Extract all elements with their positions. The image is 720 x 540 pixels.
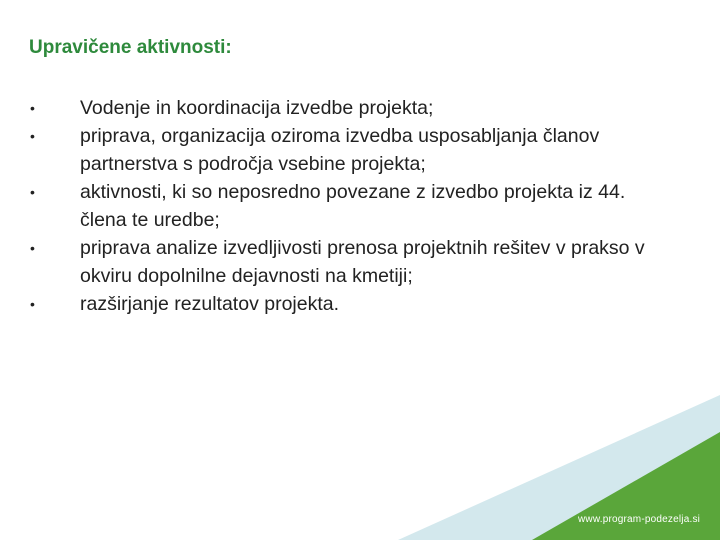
- bullet-marker: •: [30, 296, 35, 312]
- slide-title: Upravičene aktivnosti:: [29, 37, 232, 58]
- bullet-text: priprava, organizacija oziroma izvedba usposabljanja članov partnerstva s področja vsebine projekta;: [80, 125, 600, 175]
- bullet-text: priprava analize izvedljivosti prenosa projektnih rešitev v prakso v okviru dopolnilne dejavnosti na kmetiji;: [80, 237, 645, 287]
- bullet-marker: •: [30, 100, 35, 116]
- bullet-text: aktivnosti, ki so neposredno povezane z izvedbo projekta iz 44. člena te uredbe;: [80, 181, 626, 231]
- footer-url[interactable]: www.program-podezelja.si: [578, 514, 701, 525]
- bullet-marker: •: [30, 184, 35, 200]
- bullet-text: razširjanje rezultatov projekta.: [80, 293, 340, 315]
- bullet-marker: •: [30, 240, 35, 256]
- bullet-marker: •: [30, 128, 35, 144]
- bullet-text: Vodenje in koordinacija izvedbe projekta;: [80, 97, 434, 119]
